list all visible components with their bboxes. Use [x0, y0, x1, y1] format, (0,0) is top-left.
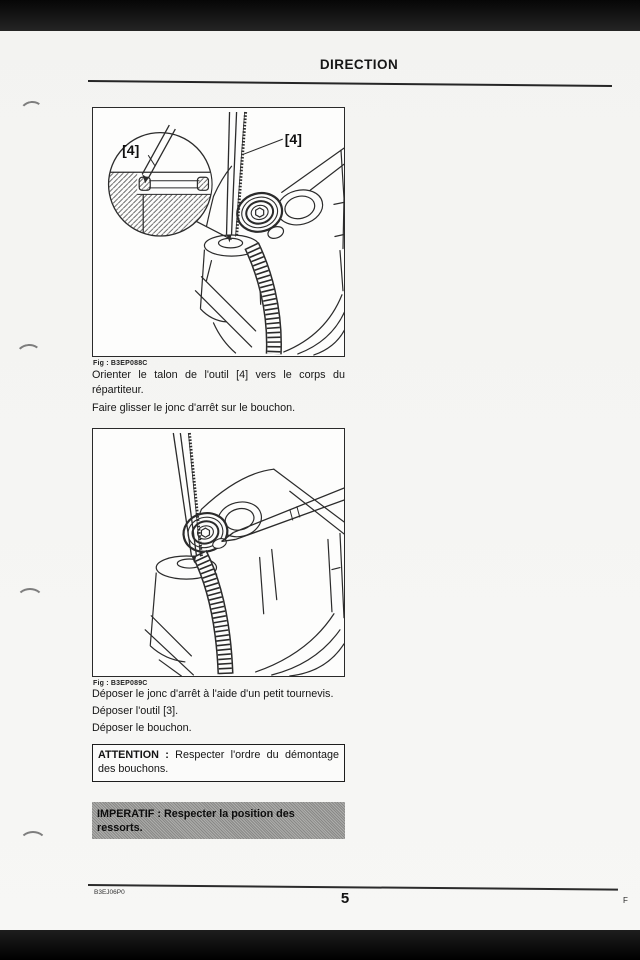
imperatif-label: IMPERATIF : [97, 808, 161, 820]
instruction-text: Faire glisser le jonc d'arrêt sur le bouchon. [92, 402, 296, 414]
corrugated-hose [252, 246, 274, 354]
footer-right-mark: F [623, 896, 628, 905]
footer-doc-code: B3EJ06P0 [94, 889, 125, 896]
scan-bottom-black-bar [0, 930, 640, 960]
punch-hole [15, 343, 42, 367]
instruction-paragraph [92, 368, 345, 398]
figure-caption: Fig : B3EP089C [93, 680, 148, 687]
attention-label: ATTENTION : [98, 749, 169, 761]
page-number: 5 [340, 890, 350, 907]
instruction-text: Orienter le talon de l'outil [4] vers le corps du répartiteur. [92, 369, 345, 396]
punch-hole [16, 588, 44, 612]
tool-label-inset: [4] [122, 142, 140, 159]
page-title: DIRECTION [319, 57, 399, 72]
tool-label-main: [4] [284, 131, 302, 148]
attention-text: Respecter l'ordre du démontage des bouchons. [98, 749, 339, 775]
corrugated-hose [199, 554, 225, 674]
instruction-list [92, 686, 345, 737]
figure-b3ep089c-illustration [93, 429, 344, 676]
instruction-paragraph [92, 401, 345, 416]
header-rule [88, 80, 612, 87]
imperatif-text: Respecter la position des ressorts. [97, 808, 295, 834]
scan-top-black-bar [0, 0, 640, 31]
instruction-text: Déposer l'outil [3]. [92, 705, 179, 717]
label-leader-line [244, 139, 283, 154]
instruction-text: Déposer le bouchon. [92, 722, 192, 734]
attention-notice-box [92, 744, 345, 782]
circlip-cross-section [197, 177, 208, 190]
imperatif-notice-bar [92, 802, 345, 839]
figure-b3ep088c-illustration [93, 108, 344, 356]
figure-caption: Fig : B3EP088C [93, 360, 148, 367]
punch-hole [19, 100, 45, 123]
punch-hole [19, 831, 47, 855]
instruction-text: Déposer le jonc d'arrêt à l'aide d'un petit tournevis. [92, 688, 334, 700]
figure-b3ep089c [92, 428, 345, 677]
figure-b3ep088c [92, 107, 345, 357]
